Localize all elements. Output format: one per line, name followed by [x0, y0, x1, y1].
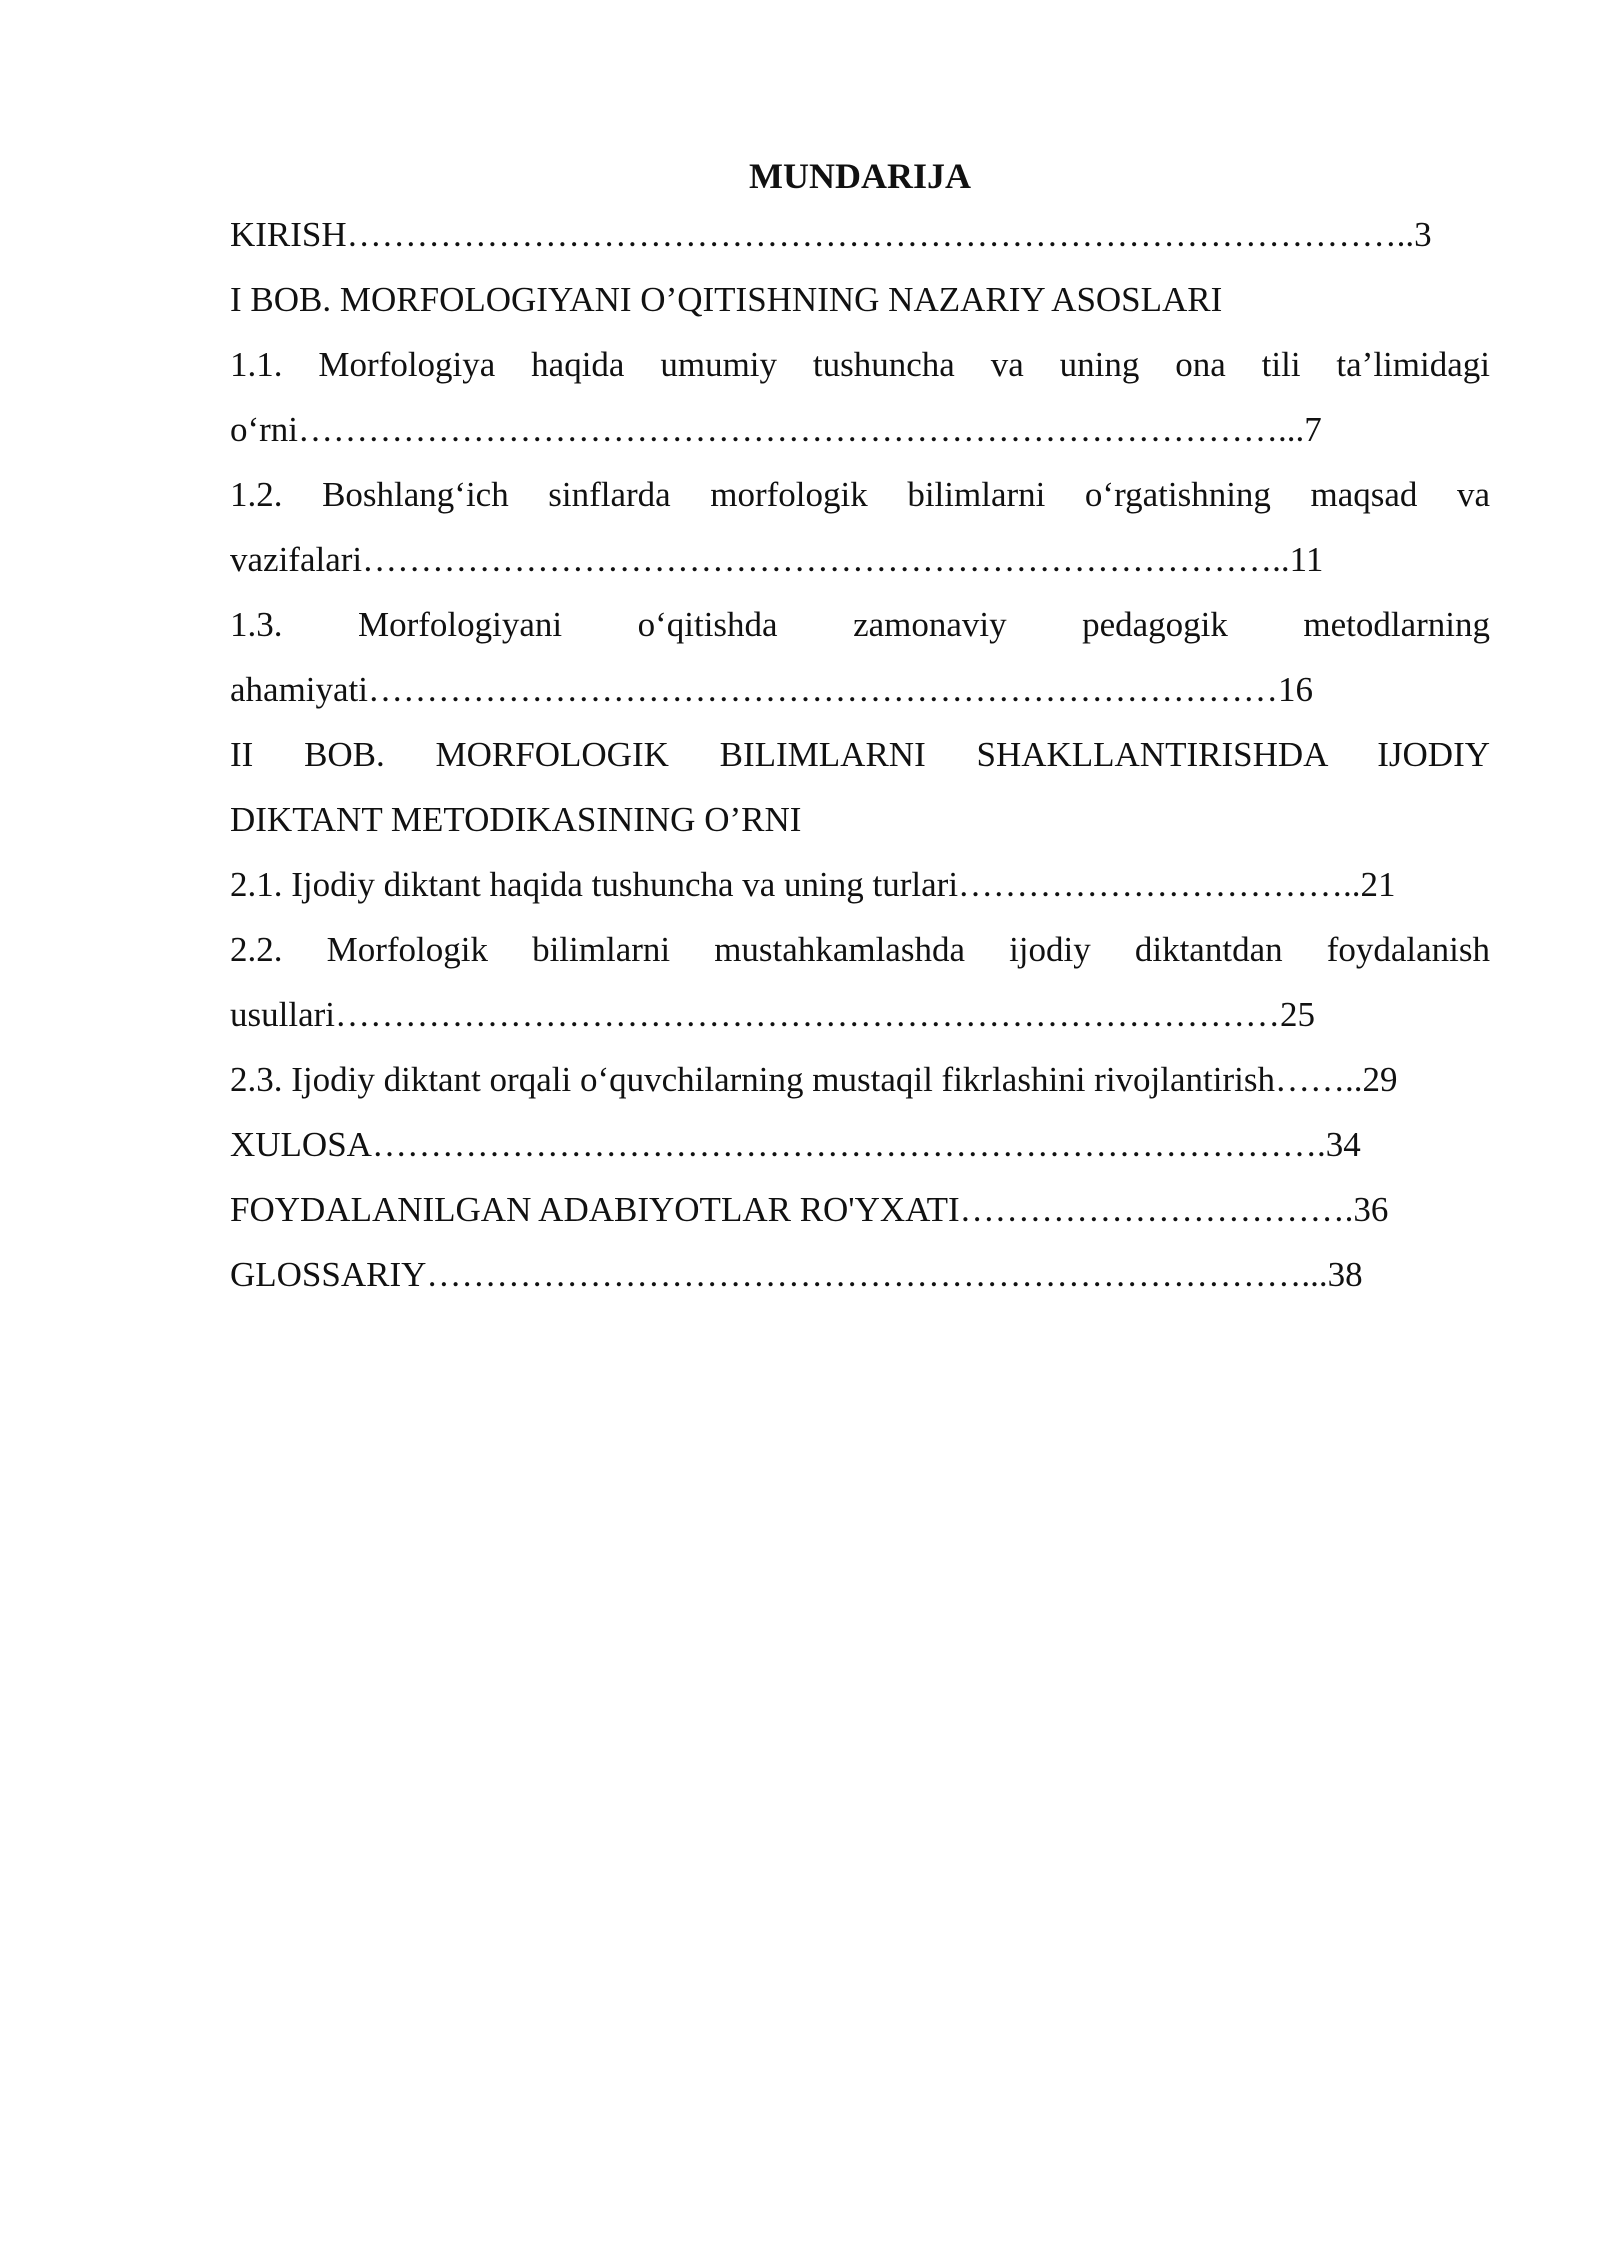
- toc-entry-1-2-line-1: 1.2. Boshlang‘ich sinflarda morfologik bilimlarni o‘rgatishning maqsad va: [230, 475, 1490, 514]
- toc-entry-1-1-line-1: 1.1. Morfologiya haqida umumiy tushuncha va uning ona tili ta’limidagi: [230, 345, 1490, 384]
- toc-entry-2-2-line-1: 2.2. Morfologik bilimlarni mustahkamlashda ijodiy diktantdan foydalanish: [230, 930, 1490, 969]
- toc-entry-adabiyotlar: FOYDALANILGAN ADABIYOTLAR RO'YXATI…………………………….36: [230, 1190, 1389, 1229]
- toc-entry-1-3-line-1: 1.3. Morfologiyani o‘qitishda zamonaviy pedagogik metodlarning: [230, 605, 1490, 644]
- toc-entry-1-2-line-2: vazifalari……………………………………………………………………..11: [230, 540, 1324, 579]
- toc-entry-1-3-line-2: ahamiyati……………………………………………………………………16: [230, 670, 1314, 709]
- toc-chapter-1-heading: I BOB. MORFOLOGIYANI O’QITISHNING NAZARIY ASOSLARI: [230, 280, 1223, 319]
- table-of-contents: [230, 202, 1490, 1307]
- document-title: MUNDARIJA: [749, 156, 971, 196]
- toc-chapter-2-heading-line-1: II BOB. MORFOLOGIK BILIMLARNI SHAKLLANTIRISHDA IJODIY: [230, 735, 1490, 774]
- toc-entry-glossariy: GLOSSARIY…………………………………………………………………...38: [230, 1255, 1363, 1294]
- document-page: [230, 150, 1490, 1307]
- toc-entry-1-1-line-2: o‘rni…………………………………………………………………………...7: [230, 410, 1322, 449]
- toc-entry-2-2-line-2: usullari………………………………………………………………………25: [230, 995, 1315, 1034]
- toc-entry-2-1: 2.1. Ijodiy diktant haqida tushuncha va uning turlari……………………………..21: [230, 865, 1396, 904]
- toc-entry-2-3: 2.3. Ijodiy diktant orqali o‘quvchilarning mustaqil fikrlashini rivojlantirish……..29: [230, 1060, 1398, 1099]
- toc-entry-xulosa: XULOSA……………………………………………………………………….34: [230, 1125, 1361, 1164]
- toc-entry-kirish: KIRISH………………………………………………………………………………..3: [230, 215, 1432, 254]
- toc-chapter-2-heading-line-2: DIKTANT METODIKASINING O’RNI: [230, 800, 802, 839]
